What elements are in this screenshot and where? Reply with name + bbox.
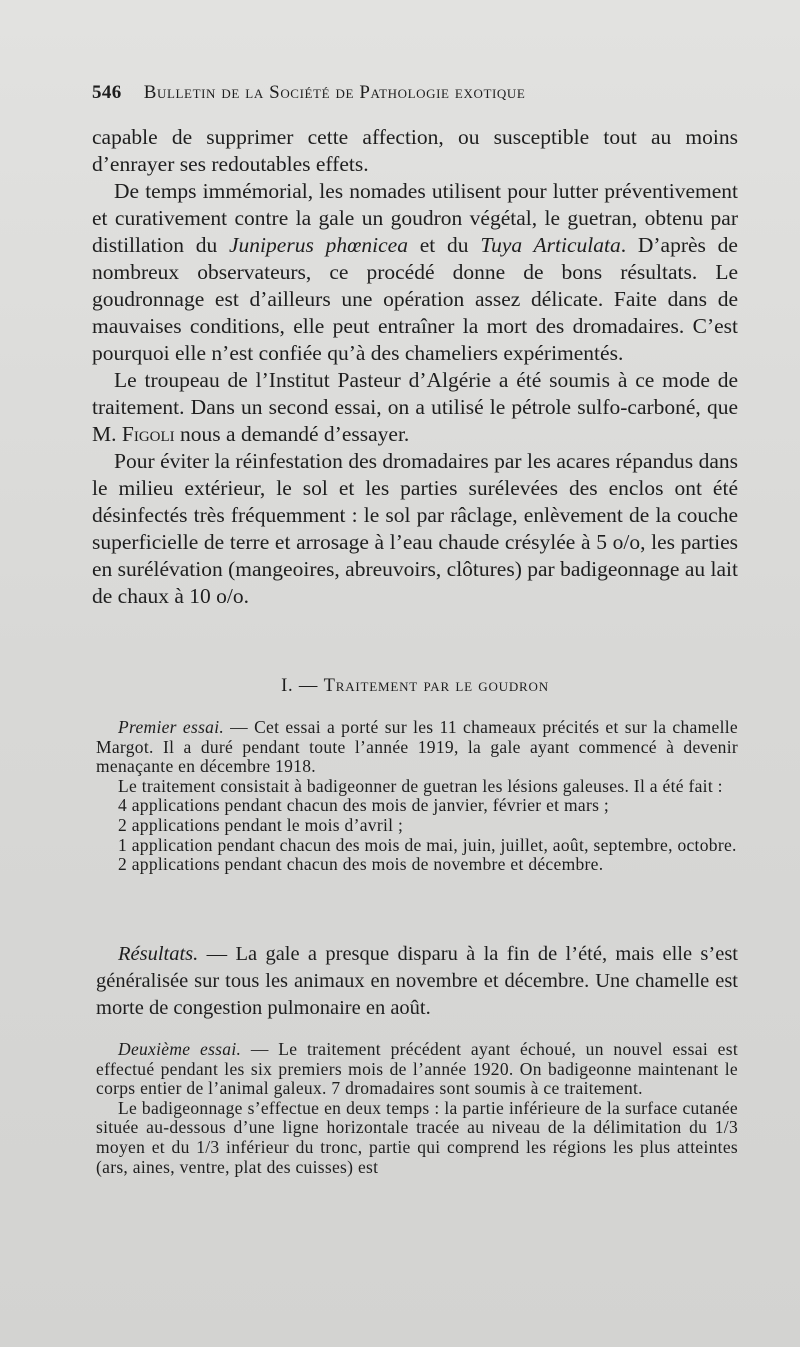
paragraph: Pour éviter la réinfestation des dromadaires par les acares répandus dans le milieu extérieur, le sol et les parties surélevées des enclos ont été désinfectés très fréquemment : le sol par râclage, enlèvement de la couche superficielle de terre et arrosage à l’eau chaude crésylée à 5 o/o, les parties en surélévation (mangeoires, abreuvoirs, clôtures) par badigeonnage au lait de chaux à 10 o/o. xyxy=(92,449,738,608)
paragraph-lead: Premier essai. xyxy=(118,717,225,737)
paragraph: Le badigeonnage s’effectue en deux temps : la partie inférieure de la surface cutanée située au-dessous d’une ligne horizontale tracée au niveau de la délimitation du 1/3 moyen et du 1/3 inférieur du tronc, partie qui comprend les régions les plus atteintes (ars, aines, ventre, plat des cuisses) est xyxy=(96,1097,738,1177)
paragraph: De temps immémorial, les nomades utilisent pour lutter préventivement et curativement contre la gale un goudron végétal, le guetran, obtenu par distillation du Juniperus phœnicea et du Tuya Articulata. D’après de nombreux observateurs, ce procédé donne de bons résultats. Le goudronnage est d’ailleurs une opération assez délicate. Faite dans de mauvaises conditions, elle peut entraîner la mort des dromadaires. C’est pourquoi elle n’est confiée qu’à des chameliers expérimentés. xyxy=(92,179,738,365)
section-heading: I. — Traitement par le goudron xyxy=(281,676,549,696)
list-item: 1 application pendant chacun des mois de mai, juin, juillet, août, septembre, octobre. xyxy=(118,834,737,855)
paragraph: capable de supprimer cette affection, ou susceptible tout au moins d’enrayer ses redoutables effets. xyxy=(92,125,738,176)
intro-text xyxy=(92,124,738,610)
premier-essai-block xyxy=(96,718,738,875)
running-header xyxy=(92,82,712,104)
species-name: Tuya Articulata xyxy=(480,233,621,257)
list-item: 4 applications pendant chacun des mois de janvier, février et mars ; xyxy=(118,795,610,816)
author-name: Figoli xyxy=(121,422,175,446)
paragraph: Premier essai. — Cet essai a porté sur les 11 chameaux précités et sur la chamelle Margot. Il a duré pendant toute l’année 1919, la gale ayant commencé à devenir menaçante en décembre 1918. xyxy=(96,717,738,777)
page-number: 546 xyxy=(92,82,122,103)
paragraph: Résultats. — La gale a presque disparu à la fin de l’été, mais elle s’est généralisée sur tous les animaux en novembre et décembre. Une chamelle est morte de congestion pulmonaire en août. xyxy=(96,943,738,1019)
list-item: 2 applications pendant le mois d’avril ; xyxy=(118,814,404,835)
running-title: Bulletin de la Société de Pathologie exotique xyxy=(143,82,526,103)
deuxieme-essai-block xyxy=(96,1040,738,1177)
list-item: 2 applications pendant chacun des mois de novembre et décembre. xyxy=(118,854,604,875)
paragraph-lead: Deuxième essai. xyxy=(118,1039,242,1059)
paragraph: Deuxième essai. — Le traitement précédent ayant échoué, un nouvel essai est effectué pendant les six premiers mois de l’année 1920. On badigeonne maintenant le corps entier de l’animal galeux. 7 dromadaires sont soumis à ce traitement. xyxy=(96,1039,738,1099)
paragraph: Le traitement consistait à badigeonner de guetran les lésions galeuses. Il a été fait : xyxy=(118,775,723,796)
paragraph: Le troupeau de l’Institut Pasteur d’Algérie a été soumis à ce mode de traitement. Dans un second essai, on a utilisé le pétrole sulfo-carboné, que M. Figoli nous a demandé d’essayer. xyxy=(92,368,738,446)
species-name: Juniperus phœnicea xyxy=(229,233,408,257)
paragraph-lead: Résultats. xyxy=(118,943,199,965)
resultats-block xyxy=(96,941,738,1022)
